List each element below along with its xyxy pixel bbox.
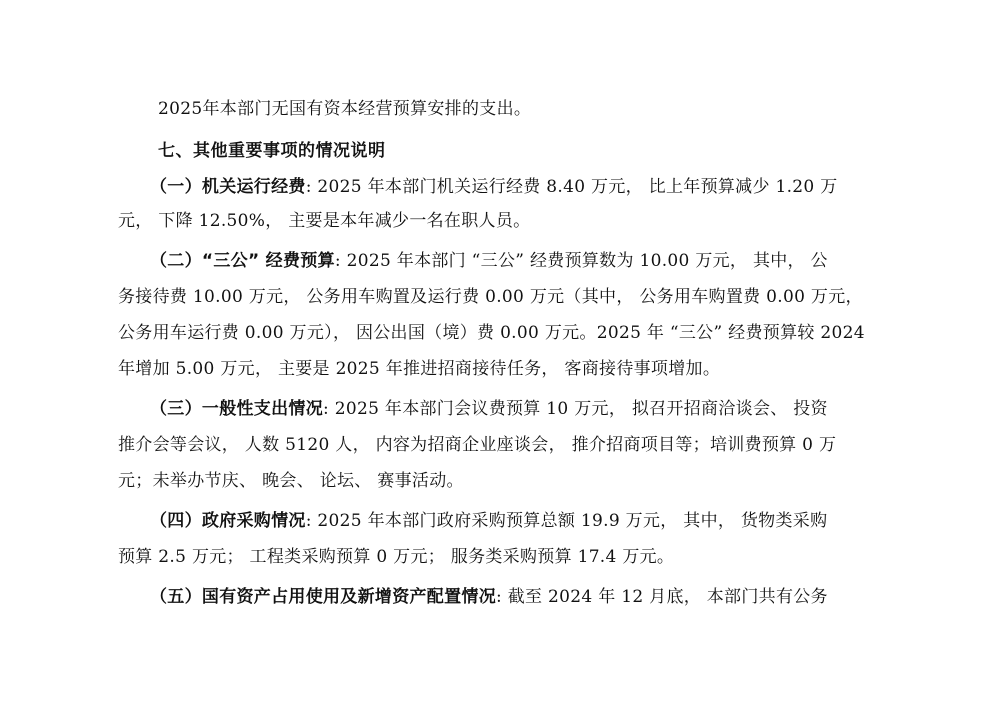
item-1-text: 元， 下降 12.50%， 主要是本年减少一名在职人员。 bbox=[118, 211, 531, 231]
item-2-line-1 bbox=[150, 250, 828, 272]
item-3-text: 推介会等会议， 人数 5120 人， 内容为招商企业座谈会， 推介招商项目等；培训费预算 0 万 bbox=[118, 435, 837, 455]
item-2-line-2 bbox=[118, 286, 863, 308]
paragraph-text: 2025年本部门无国有资本经营预算安排的支出。 bbox=[158, 99, 532, 119]
item-3-line-3 bbox=[118, 470, 464, 492]
item-3-text: : 2025 年本部门会议费预算 10 万元， 拟召开招商洽谈会、 投资 bbox=[323, 399, 828, 419]
item-2-label: （二）“三公” 经费预算 bbox=[150, 251, 335, 271]
item-4-text: : 2025 年本部门政府采购预算总额 19.9 万元， 其中， 货物类采购 bbox=[305, 511, 828, 531]
item-4-line-2 bbox=[118, 546, 674, 568]
item-2-text: : 2025 年本部门 “三公” 经费预算数为 10.00 万元， 其中， 公 bbox=[334, 251, 828, 271]
item-1-text: : 2025 年本部门机关运行经费 8.40 万元， 比上年预算减少 1.20 万 bbox=[305, 177, 838, 197]
item-5-text: : 截至 2024 年 12 月底， 本部门共有公务 bbox=[496, 587, 828, 607]
section-heading-text: 七、其他重要事项的情况说明 bbox=[158, 141, 386, 161]
item-3-line-1 bbox=[150, 398, 828, 420]
item-3-text: 元；未举办节庆、 晚会、 论坛、 赛事活动。 bbox=[118, 471, 464, 491]
item-1-label: （一）机关运行经费 bbox=[150, 177, 306, 197]
item-2-text: 务接待费 10.00 万元， 公务用车购置及运行费 0.00 万元（其中， 公务用车购置费 0.00 万元， bbox=[118, 287, 863, 307]
section-heading-7 bbox=[158, 140, 386, 162]
item-2-text: 年增加 5.00 万元， 主要是 2025 年推进招商接待任务， 客商接待事项增加。 bbox=[118, 359, 721, 379]
item-1-line-2 bbox=[118, 210, 530, 232]
item-1-line-1 bbox=[150, 176, 838, 198]
item-5-label: （五）国有资产占用使用及新增资产配置情况 bbox=[150, 587, 496, 607]
item-4-label: （四）政府采购情况 bbox=[150, 511, 306, 531]
paragraph-state-capital-budget bbox=[158, 98, 531, 120]
item-4-text: 预算 2.5 万元； 工程类采购预算 0 万元； 服务类采购预算 17.4 万元。 bbox=[118, 547, 675, 567]
item-2-line-3 bbox=[118, 322, 865, 344]
item-2-line-4 bbox=[118, 358, 720, 380]
item-5-line-1 bbox=[150, 586, 828, 608]
item-2-text: 公务用车运行费 0.00 万元）， 因公出国（境）费 0.00 万元。2025 年 “三公” 经费预算较 2024 bbox=[118, 323, 865, 343]
item-3-label: （三）一般性支出情况 bbox=[150, 399, 323, 419]
item-3-line-2 bbox=[118, 434, 836, 456]
item-4-line-1 bbox=[150, 510, 827, 532]
